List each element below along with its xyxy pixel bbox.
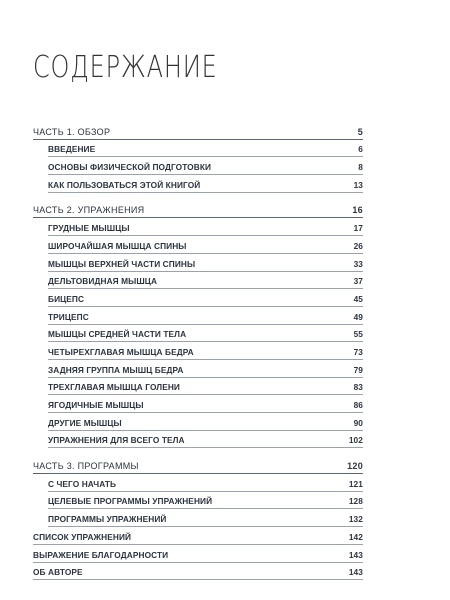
toc-page-number: 79 bbox=[353, 364, 363, 375]
toc-section-part2[interactable] bbox=[33, 201, 363, 219]
toc-page-number: 33 bbox=[353, 258, 363, 269]
toc-page-number: 16 bbox=[352, 205, 363, 216]
toc-item[interactable] bbox=[48, 157, 363, 175]
toc-item-label: ЗАДНЯЯ ГРУППА МЫШЦ БЕДРА bbox=[48, 364, 184, 375]
toc-page-number: 5 bbox=[357, 126, 363, 137]
toc-item-label: МЫШЦЫ СРЕДНЕЙ ЧАСТИ ТЕЛА bbox=[48, 329, 187, 340]
toc-item[interactable] bbox=[48, 413, 363, 431]
toc-appendix-item[interactable] bbox=[33, 545, 363, 563]
toc-page-number: 143 bbox=[348, 567, 363, 578]
toc-item-label: ВВЕДЕНИЕ bbox=[48, 144, 96, 155]
toc-page-number: 143 bbox=[348, 549, 363, 560]
toc-appendix-item[interactable] bbox=[33, 563, 363, 581]
toc-item-label: ВЫРАЖЕНИЕ БЛАГОДАРНОСТИ bbox=[33, 549, 169, 560]
toc-page-number: 49 bbox=[353, 311, 363, 322]
toc-item[interactable] bbox=[48, 509, 363, 527]
toc-item-label: ДЕЛЬТОВИДНАЯ МЫШЦА bbox=[48, 276, 158, 287]
toc-item-label: КАК ПОЛЬЗОВАТЬСЯ ЭТОЙ КНИГОЙ bbox=[48, 179, 201, 190]
toc-item[interactable] bbox=[48, 342, 363, 360]
toc-item-label: ПРОГРАММЫ УПРАЖНЕНИЙ bbox=[48, 514, 167, 525]
toc-page-number: 120 bbox=[347, 461, 363, 472]
toc-page-number: 142 bbox=[348, 531, 363, 542]
toc-item[interactable] bbox=[48, 431, 363, 449]
toc-page-number: 73 bbox=[353, 346, 363, 357]
toc-item-label: МЫШЦЫ ВЕРХНЕЙ ЧАСТИ СПИНЫ bbox=[48, 258, 196, 269]
toc-item-label: ЦЕЛЕВЫЕ ПРОГРАММЫ УПРАЖНЕНИЙ bbox=[48, 496, 213, 507]
toc-item-label: УПРАЖНЕНИЯ ДЛЯ ВСЕГО ТЕЛА bbox=[48, 435, 185, 446]
toc-item[interactable] bbox=[48, 474, 363, 492]
toc-item[interactable] bbox=[48, 254, 363, 272]
toc-item-label: ШИРОЧАЙШАЯ МЫШЦА СПИНЫ bbox=[48, 240, 187, 251]
toc-section-label: ЧАСТЬ 1. ОБЗОР bbox=[33, 126, 111, 137]
toc-item-label: ДРУГИЕ МЫШЦЫ bbox=[48, 417, 122, 428]
toc-page-number: 37 bbox=[353, 276, 363, 287]
toc-item-label: ТРЕХГЛАВАЯ МЫШЦА ГОЛЕНИ bbox=[48, 382, 180, 393]
toc-item[interactable] bbox=[48, 289, 363, 307]
toc-item[interactable] bbox=[48, 140, 363, 158]
toc-page-number: 128 bbox=[348, 496, 363, 507]
toc-item[interactable] bbox=[48, 307, 363, 325]
toc-item[interactable] bbox=[48, 236, 363, 254]
toc-item[interactable] bbox=[48, 395, 363, 413]
toc-item-label: ЯГОДИЧНЫЕ МЫШЦЫ bbox=[48, 400, 144, 410]
toc-item[interactable] bbox=[48, 378, 363, 396]
toc-item[interactable] bbox=[48, 175, 363, 193]
toc-page-number: 132 bbox=[348, 514, 363, 525]
toc-page-number: 13 bbox=[353, 179, 363, 190]
toc-item-label: ТРИЦЕПС bbox=[48, 311, 89, 322]
toc-section-part3[interactable] bbox=[33, 456, 363, 474]
toc-item-label: С ЧЕГО НАЧАТЬ bbox=[48, 478, 117, 489]
toc-page-number: 45 bbox=[353, 293, 363, 304]
toc-item[interactable] bbox=[48, 325, 363, 343]
toc-item-label: БИЦЕПС bbox=[48, 293, 85, 304]
toc-item[interactable] bbox=[48, 492, 363, 510]
toc-page-number: 83 bbox=[353, 382, 363, 393]
toc-page-number: 6 bbox=[358, 144, 363, 155]
toc-item[interactable] bbox=[48, 360, 363, 378]
toc-item-label: ГРУДНЫЕ МЫШЦЫ bbox=[48, 223, 130, 234]
toc-item-label: СПИСОК УПРАЖНЕНИЙ bbox=[33, 531, 132, 542]
toc-page-number: 102 bbox=[348, 435, 363, 446]
toc-page-number: 86 bbox=[353, 400, 363, 410]
toc-section-label: ЧАСТЬ 3. ПРОГРАММЫ bbox=[33, 461, 139, 472]
toc-item-label: ОБ АВТОРЕ bbox=[33, 567, 83, 578]
toc-page-number: 90 bbox=[353, 417, 363, 428]
page-title: СОДЕРЖАНИЕ bbox=[33, 50, 218, 85]
toc-page-number: 17 bbox=[353, 223, 363, 234]
table-of-contents bbox=[33, 122, 363, 580]
toc-item[interactable] bbox=[48, 272, 363, 290]
toc-item[interactable] bbox=[48, 218, 363, 236]
toc-section-part1[interactable] bbox=[33, 122, 363, 140]
toc-page-number: 121 bbox=[348, 478, 363, 489]
toc-section-label: ЧАСТЬ 2. УПРАЖНЕНИЯ bbox=[33, 205, 145, 216]
toc-item-label: ОСНОВЫ ФИЗИЧЕСКОЙ ПОДГОТОВКИ bbox=[48, 162, 212, 173]
toc-page-number: 55 bbox=[353, 329, 363, 340]
toc-page-number: 26 bbox=[353, 240, 363, 251]
toc-item-label: ЧЕТЫРЕХГЛАВАЯ МЫШЦА БЕДРА bbox=[48, 346, 194, 357]
toc-page-number: 8 bbox=[358, 162, 363, 173]
toc-appendix-item[interactable] bbox=[33, 527, 363, 545]
